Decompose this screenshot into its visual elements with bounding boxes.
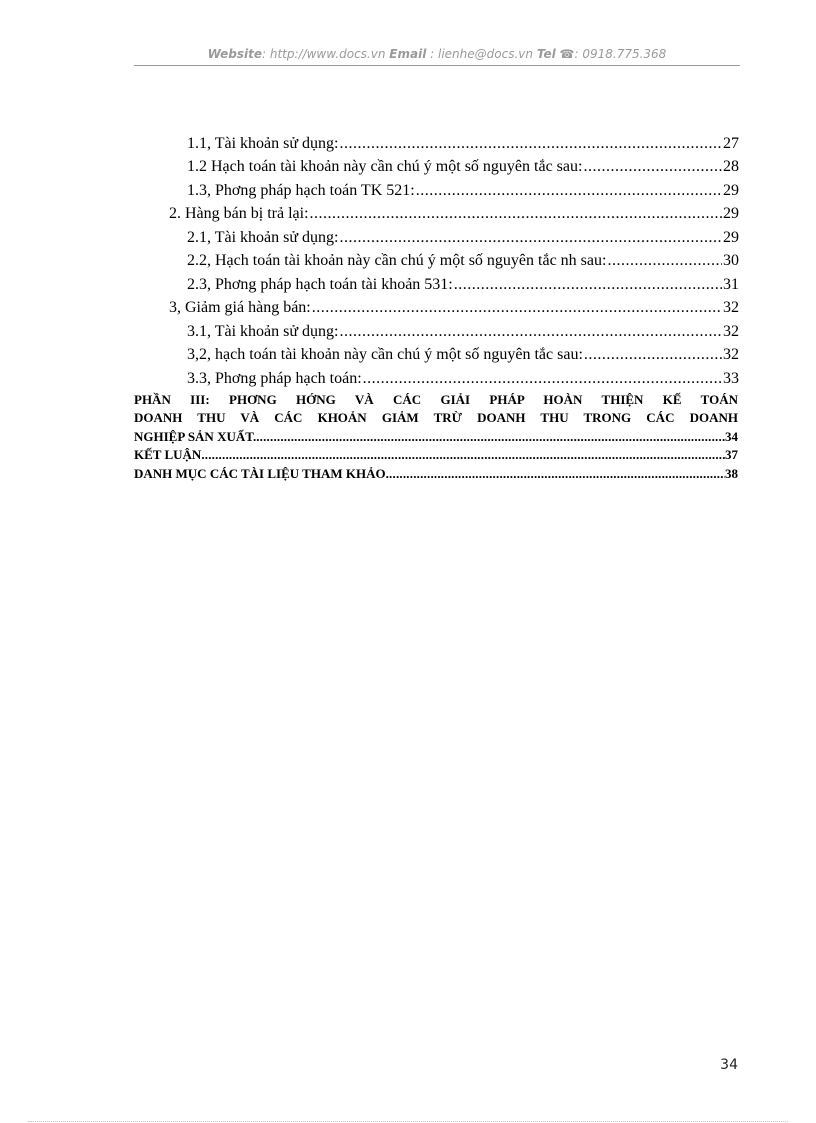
toc-entry-1-3 [187, 177, 739, 201]
part3-line-2: DOANH THU VÀ CÁC KHOẢN GIẢM TRỪ DOANH THU TRONG CÁC DOANH [134, 410, 738, 425]
dot-leader [454, 275, 722, 295]
dot-leader [583, 157, 722, 177]
dot-leader [201, 446, 725, 465]
toc-entry-text: 3.1, Tài khoản sử dụng: [187, 322, 339, 340]
toc-entry-page: 30 [723, 252, 739, 269]
toc-entry-page: 32 [723, 322, 739, 340]
part3-line-3 [134, 428, 738, 447]
page-header [134, 47, 740, 61]
toc-entry-text: 1.2 Hạch toán tài khoản này cần chú ý một số nguyên tắc sau: [187, 158, 583, 175]
tel-label: Tel [536, 47, 556, 61]
dot-leader [416, 181, 722, 201]
toc-entry-text: 3.3, Phơng pháp hạch toán: [187, 369, 362, 387]
toc-entry-page: 29 [723, 228, 739, 246]
toc-entry-conclusion [134, 446, 738, 465]
part3-page: 34 [725, 428, 738, 444]
toc-entry-1-1 [187, 130, 739, 154]
dot-leader [584, 345, 722, 365]
website-label: Website [207, 47, 262, 61]
email-label: Email [389, 47, 427, 61]
tel-value: : 0918.775.368 [574, 47, 667, 61]
toc-entry-text: 3, Giảm giá hàng bán: [169, 299, 311, 316]
toc-entry-text: 2.3, Phơng pháp hạch toán tài khoản 531: [187, 275, 453, 293]
toc-entry-page: 27 [723, 134, 739, 152]
toc-entry-page: 28 [723, 158, 739, 175]
dot-leader [339, 134, 722, 154]
toc-entry-text: 2.2, Hạch toán tài khoản này cần chú ý một số nguyên tắc nh sau: [187, 252, 607, 269]
dot-leader [386, 465, 725, 484]
website-value: : http://www.docs.vn [262, 47, 386, 61]
toc-entry-page: 32 [723, 346, 739, 363]
dot-leader [256, 428, 725, 447]
toc-entry-page: 33 [723, 369, 739, 387]
dot-leader [607, 251, 722, 271]
toc-entry-3-2 [187, 342, 739, 366]
conclusion-page: 37 [725, 447, 738, 462]
phone-icon: ☎ [559, 47, 575, 61]
toc-entry-text: 2. Hàng bán bị trả lại: [169, 205, 309, 222]
dot-leader [339, 322, 722, 342]
dot-leader [339, 228, 722, 248]
toc-entry-2-3 [187, 271, 739, 295]
conclusion-text: KẾT LUẬN [134, 447, 202, 462]
toc-entry-part-3 [134, 391, 738, 447]
header-divider [134, 65, 740, 66]
toc-entry-page: 31 [723, 275, 739, 293]
references-page: 38 [725, 465, 738, 481]
toc-entry-3-1 [187, 318, 739, 342]
toc-entry-text: 1.3, Phơng pháp hạch toán TK 521: [187, 181, 415, 199]
toc-entry-text: 3,2, hạch toán tài khoản này cần chú ý một số nguyên tắc sau: [187, 346, 583, 363]
email-value: : lienhe@docs.vn [430, 47, 533, 61]
toc-entry-references [134, 465, 738, 484]
toc-entry-3 [169, 295, 739, 319]
footer-divider [28, 1121, 788, 1122]
toc-entry-2-2 [187, 248, 739, 272]
toc-entry-text: 2.1, Tài khoản sử dụng: [187, 228, 339, 246]
table-of-contents [0, 130, 816, 483]
toc-entry-page: 29 [723, 205, 739, 222]
toc-entry-text: 1.1, Tài khoản sử dụng: [187, 134, 339, 152]
page-number: 34 [720, 1057, 738, 1073]
toc-entry-page: 32 [723, 299, 739, 316]
toc-entry-2-1 [187, 224, 739, 248]
dot-leader [312, 298, 722, 318]
dot-leader [310, 204, 722, 224]
references-text: DANH MỤC CÁC TÀI LIỆU THAM KHẢO [134, 465, 386, 481]
toc-entry-1-2 [187, 154, 739, 178]
toc-entry-2 [169, 201, 739, 225]
toc-entry-3-3 [187, 365, 739, 389]
toc-entry-page: 29 [723, 181, 739, 199]
part3-line-3-text: NGHIỆP SẢN XUẤT. [134, 428, 257, 444]
part3-line-1: PHẦN III: PHƠNG HỚNG VÀ CÁC GIẢI PHÁP HOÀN THIỆN KẾ TOÁN [134, 391, 738, 407]
dot-leader [363, 369, 722, 389]
